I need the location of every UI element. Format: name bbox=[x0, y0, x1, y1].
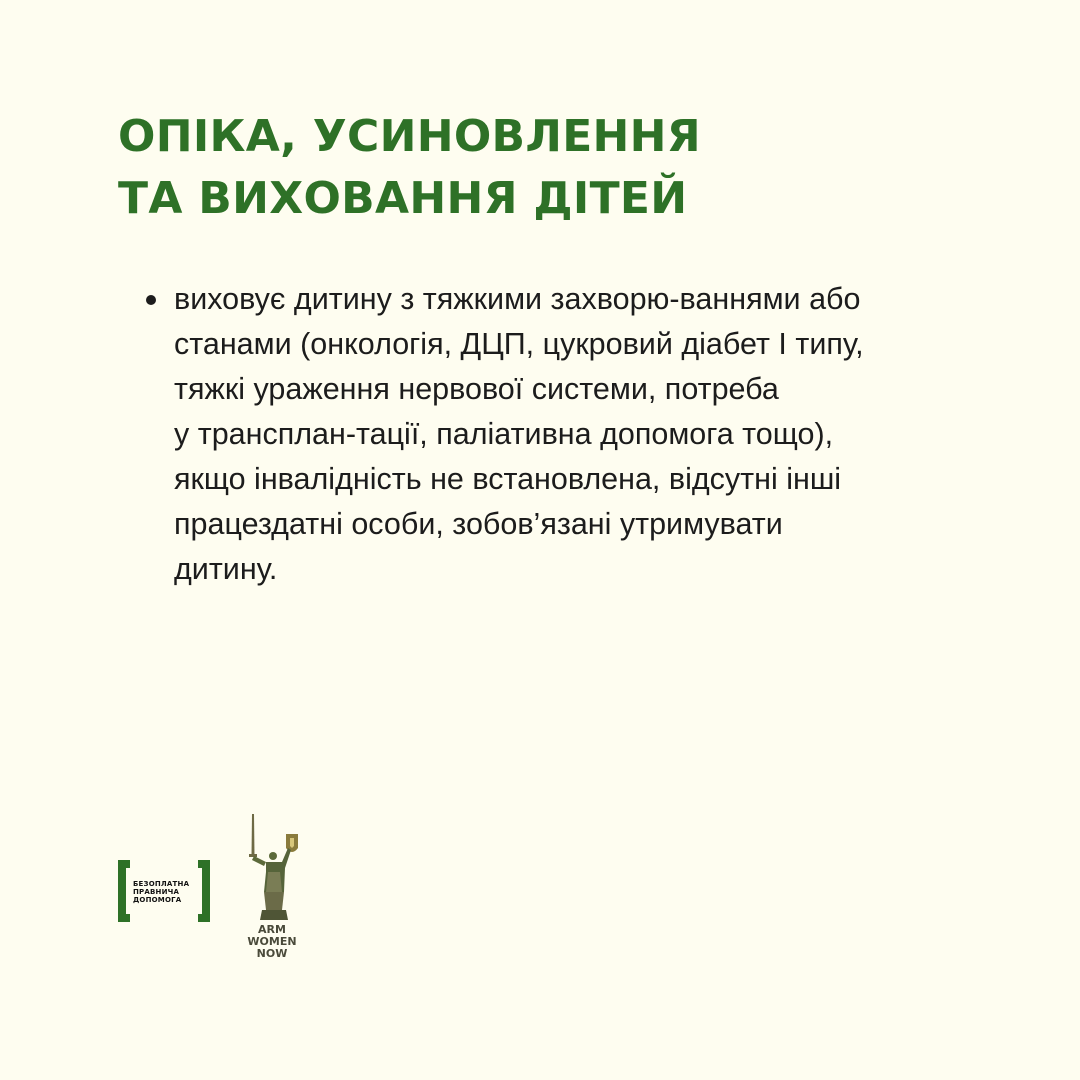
list-item-line: працездатні особи, зобов’язані утримувати bbox=[174, 507, 783, 541]
legal-aid-logo-line: БЕЗОПЛАТНА bbox=[133, 880, 190, 888]
page-title-line-1: ОПІКА, УСИНОВЛЕННЯ bbox=[118, 111, 701, 162]
bullet-icon bbox=[146, 295, 156, 305]
arm-women-now-logo-line: ARM bbox=[258, 923, 286, 936]
list-item-line: дитину. bbox=[174, 552, 278, 586]
legal-aid-logo bbox=[118, 860, 210, 922]
legal-aid-logo-line: ДОПОМОГА bbox=[133, 896, 182, 904]
page-title-line-2: ТА ВИХОВАННЯ ДІТЕЙ bbox=[118, 173, 688, 224]
arm-women-now-logo-line: WOMEN bbox=[247, 935, 297, 948]
left-bracket-icon bbox=[118, 860, 130, 922]
bullet-list bbox=[140, 277, 980, 592]
list-item bbox=[140, 277, 980, 592]
legal-aid-logo-line: ПРАВНИЧА bbox=[133, 888, 180, 896]
legal-aid-logo-text bbox=[133, 880, 189, 904]
list-item-line: якщо інвалідність не встановлена, відсутні інші bbox=[174, 462, 842, 496]
arm-women-now-logo-line: NOW bbox=[256, 947, 288, 960]
list-item-line: виховує дитину з тяжкими захворю-ваннями або bbox=[174, 282, 861, 316]
list-item-line: у трансплан-тації, паліативна допомога тощо), bbox=[174, 417, 834, 451]
list-item-line: станами (онкологія, ДЦП, цукровий діабет І типу, bbox=[174, 327, 864, 361]
page-title bbox=[118, 106, 701, 230]
motherland-statue-icon bbox=[242, 812, 306, 924]
arm-women-now-logo bbox=[234, 812, 314, 962]
arm-women-now-logo-text bbox=[234, 924, 310, 960]
list-item-line: тяжкі ураження нервової системи, потреба bbox=[174, 372, 779, 406]
right-bracket-icon bbox=[198, 860, 210, 922]
